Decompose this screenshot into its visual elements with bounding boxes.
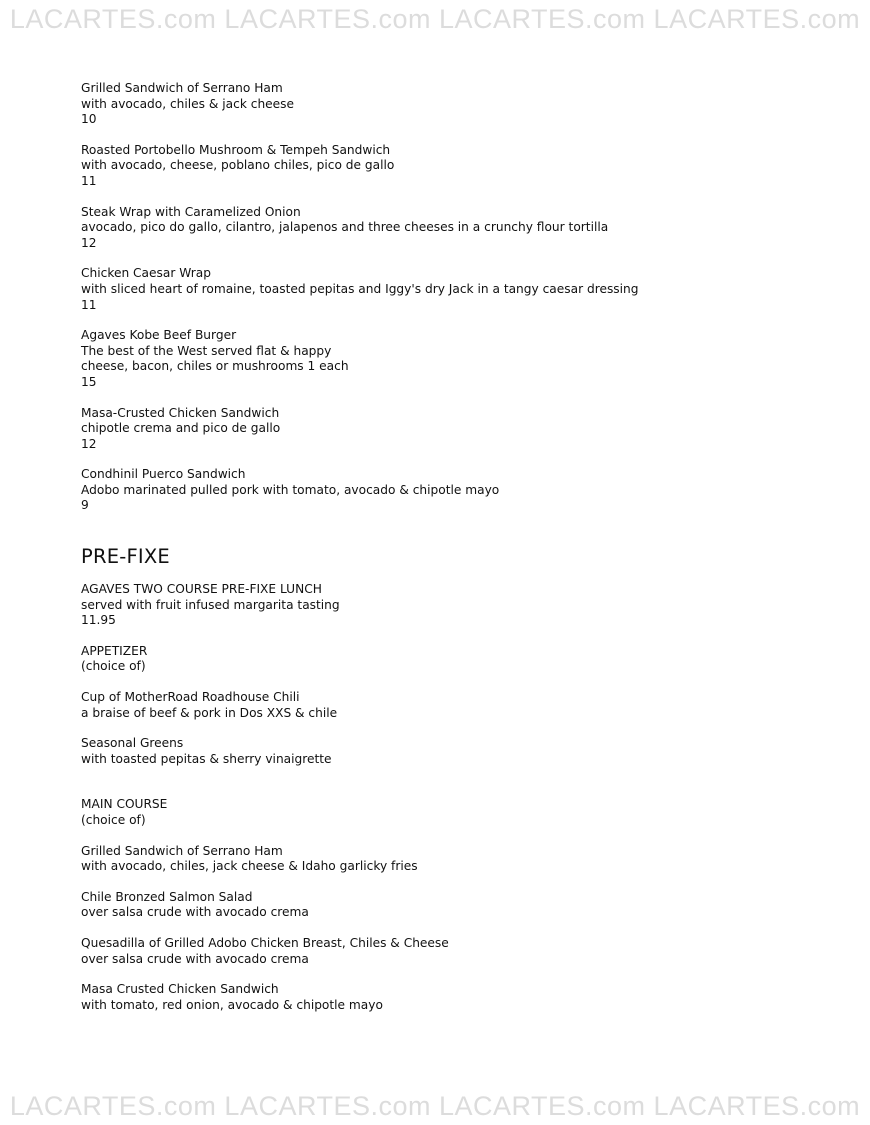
menu-item xyxy=(81,328,841,390)
item-description: with tomato, red onion, avocado & chipotle mayo xyxy=(81,997,383,1012)
item-name: Steak Wrap with Caramelized Onion xyxy=(81,204,301,219)
main-course-item xyxy=(81,936,841,967)
menu-item xyxy=(81,205,841,252)
section-title-prefixe: PRE-FIXE xyxy=(81,545,170,569)
main-course-heading: MAIN COURSE xyxy=(81,797,168,812)
item-name: Chile Bronzed Salmon Salad xyxy=(81,889,253,904)
prefixe-intro-description: served with fruit infused margarita tasting xyxy=(81,597,340,612)
item-name: Masa Crusted Chicken Sandwich xyxy=(81,982,279,997)
item-price: 11 xyxy=(81,173,97,188)
prefixe-intro-price: 11.95 xyxy=(81,613,116,628)
item-description: a braise of beef & pork in Dos XXS & chile xyxy=(81,705,338,720)
item-description: over salsa crude with avocado crema xyxy=(81,951,309,966)
item-name: Seasonal Greens xyxy=(81,736,184,751)
main-course-item xyxy=(81,844,841,875)
appetizer-note: (choice of) xyxy=(81,659,146,674)
main-course-note: (choice of) xyxy=(81,813,146,827)
item-price: 10 xyxy=(81,112,97,127)
item-price: 11 xyxy=(81,297,97,312)
menu-item xyxy=(81,143,841,190)
item-name: Agaves Kobe Beef Burger xyxy=(81,328,237,343)
item-price: 15 xyxy=(81,374,97,389)
item-description: with avocado, cheese, poblano chiles, pico de gallo xyxy=(81,158,395,173)
item-description: The best of the West served flat & happy xyxy=(81,343,332,358)
item-name: Grilled Sandwich of Serrano Ham xyxy=(81,843,283,858)
prefixe-intro xyxy=(81,582,841,629)
item-description: Adobo marinated pulled pork with tomato, avocado & chipotle mayo xyxy=(81,482,500,497)
item-name: Cup of MotherRoad Roadhouse Chili xyxy=(81,690,300,705)
appetizer-heading: APPETIZER xyxy=(81,643,148,658)
main-course-item xyxy=(81,890,841,921)
appetizer-heading-block xyxy=(81,644,841,675)
item-name: Condhinil Puerco Sandwich xyxy=(81,467,246,482)
item-description: over salsa crude with avocado crema xyxy=(81,905,309,920)
menu-item xyxy=(81,266,841,313)
appetizer-item xyxy=(81,690,841,721)
menu-content xyxy=(81,81,841,1028)
main-course-heading-block xyxy=(81,797,841,828)
item-name: Roasted Portobello Mushroom & Tempeh Sandwich xyxy=(81,142,391,157)
item-name: Grilled Sandwich of Serrano Ham xyxy=(81,81,283,95)
prefixe-intro-name: AGAVES TWO COURSE PRE-FIXE LUNCH xyxy=(81,582,322,597)
menu-item xyxy=(81,406,841,453)
menu-item xyxy=(81,467,841,514)
menu-item xyxy=(81,81,841,128)
main-course-item xyxy=(81,982,841,1013)
watermark-bottom: LACARTES.com LACARTES.com LACARTES.com LACARTES.com xyxy=(9,1091,861,1121)
item-name: Chicken Caesar Wrap xyxy=(81,266,211,281)
item-name: Masa-Crusted Chicken Sandwich xyxy=(81,405,280,420)
spacer xyxy=(81,782,841,797)
item-price: 12 xyxy=(81,436,97,451)
watermark-top: LACARTES.com LACARTES.com LACARTES.com LACARTES.com xyxy=(9,4,861,34)
item-description: with avocado, chiles, jack cheese & Idaho garlicky fries xyxy=(81,859,418,874)
item-price: 12 xyxy=(81,235,97,250)
appetizer-item xyxy=(81,736,841,767)
item-description: with avocado, chiles & jack cheese xyxy=(81,96,295,111)
item-name: Quesadilla of Grilled Adobo Chicken Breast, Chiles & Cheese xyxy=(81,935,449,950)
item-description: cheese, bacon, chiles or mushrooms 1 each xyxy=(81,359,349,374)
item-price: 9 xyxy=(81,498,89,513)
item-description: with toasted pepitas & sherry vinaigrette xyxy=(81,751,332,766)
item-description: with sliced heart of romaine, toasted pepitas and Iggy's dry Jack in a tangy caesar dressing xyxy=(81,281,639,296)
item-description: chipotle crema and pico de gallo xyxy=(81,421,281,436)
item-description: avocado, pico do gallo, cilantro, jalapenos and three cheeses in a crunchy flour tortilla xyxy=(81,220,609,235)
